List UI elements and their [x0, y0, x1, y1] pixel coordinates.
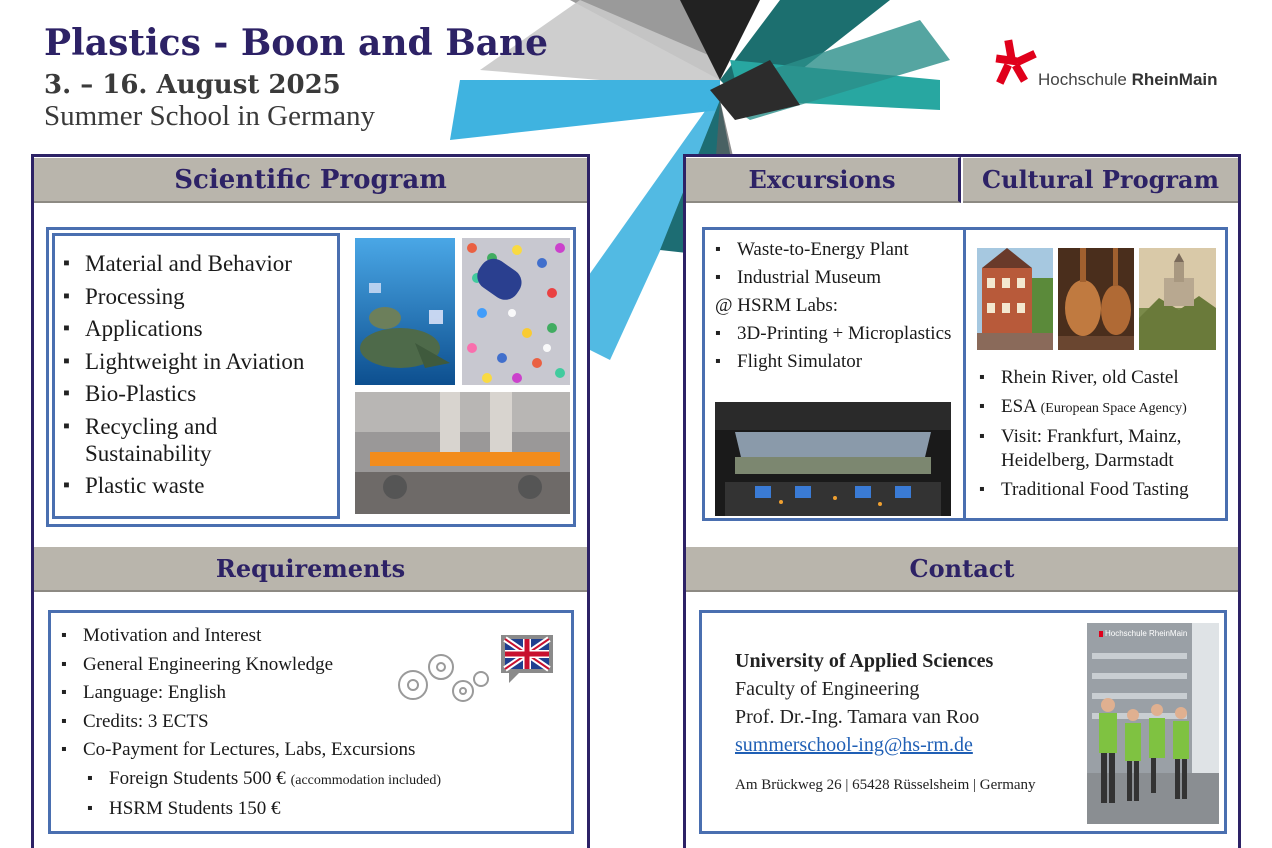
list-item: ▪ Industrial Museum: [715, 266, 955, 289]
excursions-heading: Excursions: [686, 157, 961, 203]
scientific-program-box: [46, 227, 576, 527]
list-item: ▪ Rhein River, old Castel: [979, 366, 1223, 390]
list-item: ▪ Motivation and Interest: [61, 625, 561, 647]
cultural-program-heading: Cultural Program: [963, 157, 1238, 203]
list-item-hsrm-students: ▪ HSRM Students 150 €: [87, 798, 561, 820]
list-item: ▪ Co-Payment for Lectures, Labs, Excursions: [61, 739, 561, 761]
excursions-list: [715, 238, 955, 289]
page-title: Plastics - Boon and Bane: [44, 22, 549, 64]
flight-simulator-photo: [715, 402, 951, 516]
list-item-esa: [979, 395, 1223, 421]
contact-university: University of Applied Sciences: [735, 650, 994, 672]
plastic-pellets-photo: [462, 238, 570, 385]
material-testing-photo: [355, 392, 570, 514]
logo-text-bold: RheinMain: [1131, 70, 1218, 89]
labs-list: [715, 322, 955, 373]
campus-building-sign: Hochschule RheinMain: [1105, 629, 1188, 638]
old-town-photo: [977, 248, 1053, 350]
excursions-cultural-box: [702, 227, 1228, 521]
page-subtitle: Summer School in Germany: [44, 100, 376, 132]
excursions-column: [715, 238, 955, 378]
hsrm-logo-text: [1038, 70, 1218, 90]
list-item: ▪ Plastic waste: [63, 472, 333, 499]
castle-photo: [1139, 248, 1216, 350]
contact-email-link[interactable]: summerschool-ing@hs-rm.de: [735, 734, 973, 756]
list-item: ▪ Credits: 3 ECTS: [61, 711, 561, 733]
copper-kettles-photo: [1058, 248, 1134, 350]
left-panel: [31, 154, 590, 848]
contact-address: Am Brückweg 26 | 65428 Rüsselsheim | Germany: [735, 777, 1036, 793]
contact-details: [735, 647, 1036, 794]
list-item: ▪ Bio-Plastics: [63, 380, 333, 407]
contact-box: [699, 610, 1227, 834]
foreign-fee: Foreign Students 500 €: [109, 767, 291, 789]
contact-person: Prof. Dr.-Ing. Tamara van Roo: [735, 706, 980, 728]
list-item: ▪ Material and Behavior: [63, 250, 333, 277]
list-item: ▪ Lightweight in Aviation: [63, 348, 333, 375]
list-item: ▪ Flight Simulator: [715, 350, 955, 373]
list-item: ▪ Waste-to-Energy Plant: [715, 238, 955, 261]
event-dates: 3. – 16. August 2025: [44, 70, 341, 100]
gears-icon: [391, 645, 491, 709]
contact-faculty: Faculty of Engineering: [735, 678, 920, 700]
requirements-box: [48, 610, 574, 834]
campus-group-photo: [1087, 623, 1219, 824]
list-item: ▪ Processing: [63, 283, 333, 310]
right-panel: [683, 154, 1241, 848]
list-item: ▪ Recycling and Sustainability: [63, 413, 333, 467]
esa-note: (European Space Agency): [1040, 400, 1187, 416]
scientific-program-heading: Scientific Program: [34, 157, 587, 203]
list-item: ▪ Language: English: [61, 682, 561, 704]
uk-flag-icon: [499, 633, 555, 685]
esa-label: ESA: [1001, 395, 1041, 417]
labs-heading: @ HSRM Labs:: [715, 295, 839, 316]
campus-group-graphic: [1087, 623, 1219, 824]
hsrm-logo-icon: [992, 38, 1042, 88]
list-item: ▪ Traditional Food Tasting: [979, 478, 1223, 502]
turtle-plastic-photo: [355, 238, 455, 385]
list-item: ▪ General Engineering Knowledge: [61, 654, 561, 676]
list-item: ▪ 3D-Printing + Microplastics: [715, 322, 955, 345]
requirements-heading: Requirements: [34, 546, 587, 592]
list-item: ▪ Visit: Frankfurt, Mainz, Heidelberg, Darmstadt: [979, 425, 1223, 473]
scientific-topics-list: [63, 250, 333, 505]
list-item: ▪ Applications: [63, 315, 333, 342]
logo-text-regular: Hochschule: [1038, 70, 1132, 89]
box-divider: [963, 230, 966, 518]
foreign-fee-note: (accommodation included): [290, 772, 442, 788]
contact-heading: Contact: [686, 546, 1238, 592]
cultural-list: [979, 366, 1223, 506]
list-item-foreign-students: [87, 768, 561, 792]
